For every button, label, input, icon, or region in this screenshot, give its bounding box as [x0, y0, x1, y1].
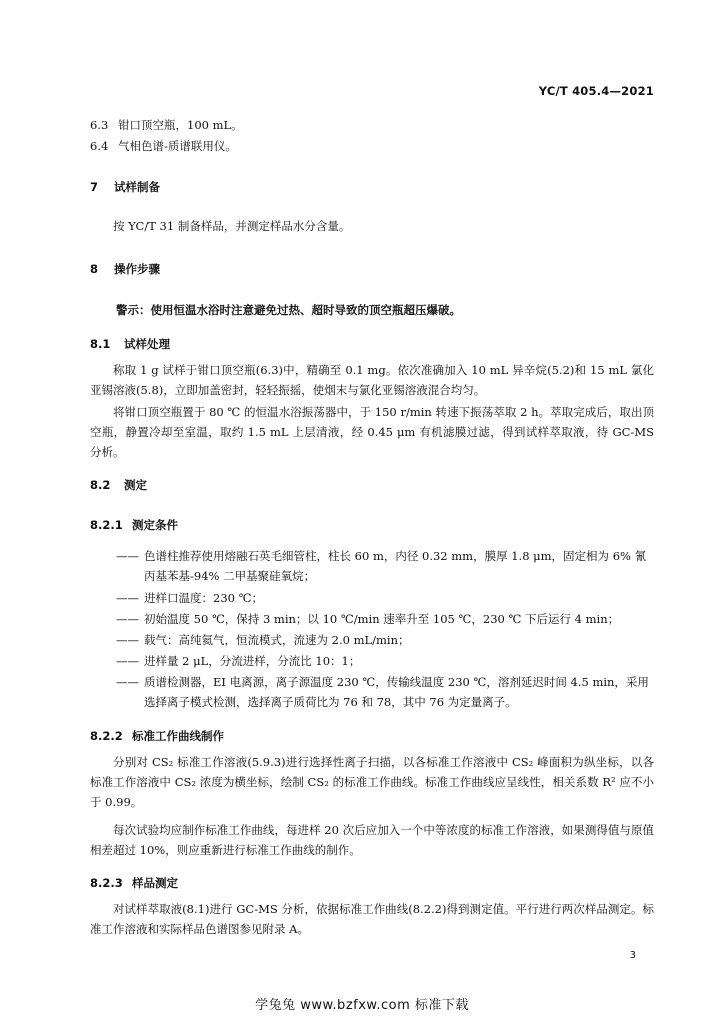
- condition-item: [116, 546, 654, 586]
- warning-text: 警示：使用恒温水浴时注意避免过热、超时导致的顶空瓶超压爆破。: [116, 303, 461, 317]
- section-8-2-1-heading: [90, 518, 178, 532]
- condition-item: [116, 672, 654, 712]
- condition-text: 色谱柱推荐使用熔融石英毛细管柱，柱长 60 m，内径 0.32 mm，膜厚 1.8 μm，固定相为 6% 氰丙基苯基-94% 二甲基聚硅氧烷；: [144, 549, 647, 583]
- section-8-2-2-para-2: 每次试验均应制作标准工作曲线，每进样 20 次后应加入一个中等浓度的标准工作溶液，如果测得值与原值相差超过 10%，则应重新进行标准工作曲线的制作。: [90, 823, 654, 857]
- section-number: 7: [90, 180, 99, 194]
- item-6-3: [90, 118, 243, 132]
- section-title: 测定: [124, 478, 147, 492]
- section-number: 8.2.1: [90, 518, 123, 532]
- section-number: 8.2.2: [90, 729, 123, 743]
- section-7-heading: [90, 180, 160, 194]
- section-8-1-para-2: 将钳口顶空瓶置于 80 ℃ 的恒温水浴振荡器中，于 150 r/min 转速下振荡萃取 2 h。萃取完成后，取出顶空瓶，静置冷却至室温，取约 1.5 mL 上层清液，经 0.45 μm 有机滤膜过滤，得到试样萃取液，待 GC-MS 分析。: [90, 405, 654, 459]
- dash-marker: ——: [116, 675, 139, 689]
- page-number: 3: [629, 950, 636, 961]
- section-8-2-2-heading: [90, 729, 224, 743]
- condition-item: [116, 630, 654, 650]
- section-8-1-para-1: 称取 1 g 试样于钳口顶空瓶(6.3)中，精确至 0.1 mg。依次准确加入 10 mL 异辛烷(5.2)和 15 mL 氯化亚锡溶液(5.8)，立即加盖密封，轻轻振摇，使烟末与氯化亚锡溶液混合均匀。: [90, 363, 654, 397]
- item-text: 钳口顶空瓶，100 mL。: [118, 118, 243, 132]
- dash-marker: ——: [116, 612, 139, 626]
- section-title: 测定条件: [132, 518, 178, 532]
- section-number: 8.2.3: [90, 876, 123, 890]
- section-title: 样品测定: [132, 876, 178, 890]
- section-number: 8.2: [90, 478, 111, 492]
- section-7-body: 按 YC/T 31 制备样品，并测定样品水分含量。: [113, 219, 351, 233]
- section-number: 8: [90, 262, 99, 276]
- section-8-2-2-para-1: 分别对 CS₂ 标准工作溶液(5.9.3)进行选择性离子扫描，以各标准工作溶液中 CS₂ 峰面积为纵坐标，以各标准工作溶液中 CS₂ 浓度为横坐标，绘制 CS₂ 的标准工作曲线。标准工作曲线应呈线性，相关系数 R² 应不小于 0.99。: [90, 755, 654, 809]
- condition-text: 初始温度 50 ℃，保持 3 min；以 10 ℃/min 速率升至 105 ℃，230 ℃ 下后运行 4 min；: [144, 612, 620, 626]
- section-8-1-heading: [90, 337, 170, 351]
- item-text: 气相色谱-质谱联用仪。: [118, 139, 237, 153]
- section-8-2-3-heading: [90, 876, 178, 890]
- condition-text: 进样口温度：230 ℃；: [144, 591, 263, 605]
- condition-item: [116, 609, 654, 629]
- section-8-heading: [90, 262, 160, 276]
- section-title: 试样处理: [124, 337, 170, 351]
- item-number: 6.4: [90, 139, 109, 153]
- standard-code: YC/T 405.4—2021: [538, 84, 654, 98]
- condition-text: 质谱检测器，EI 电离源，离子源温度 230 ℃，传输线温度 230 ℃，溶剂延迟时间 4.5 min，采用选择离子模式检测，选择离子质荷比为 76 和 78，其中 76 为定量离子。: [144, 675, 649, 709]
- dash-marker: ——: [116, 654, 139, 668]
- condition-item: [116, 651, 654, 671]
- section-title: 操作步骤: [114, 262, 160, 276]
- condition-item: [116, 588, 654, 608]
- section-8-2-heading: [90, 478, 147, 492]
- dash-marker: ——: [116, 591, 139, 605]
- section-number: 8.1: [90, 337, 111, 351]
- footer-watermark: 学兔兔 www.bzfxw.com 标准下载: [255, 998, 469, 1013]
- item-6-4: [90, 139, 237, 153]
- section-title: 标准工作曲线制作: [132, 729, 224, 743]
- section-title: 试样制备: [114, 180, 160, 194]
- condition-text: 进样量 2 μL，分流进样，分流比 10：1；: [144, 654, 361, 668]
- section-8-2-3-para-1: 对试样萃取液(8.1)进行 GC-MS 分析，依据标准工作曲线(8.2.2)得到测定值。平行进行两次样品测定。标准工作溶液和实际样品色谱图参见附录 A。: [90, 902, 654, 936]
- condition-text: 载气：高纯氦气，恒流模式，流速为 2.0 mL/min；: [144, 633, 410, 647]
- dash-marker: ——: [116, 633, 139, 647]
- item-number: 6.3: [90, 118, 109, 132]
- dash-marker: ——: [116, 549, 139, 563]
